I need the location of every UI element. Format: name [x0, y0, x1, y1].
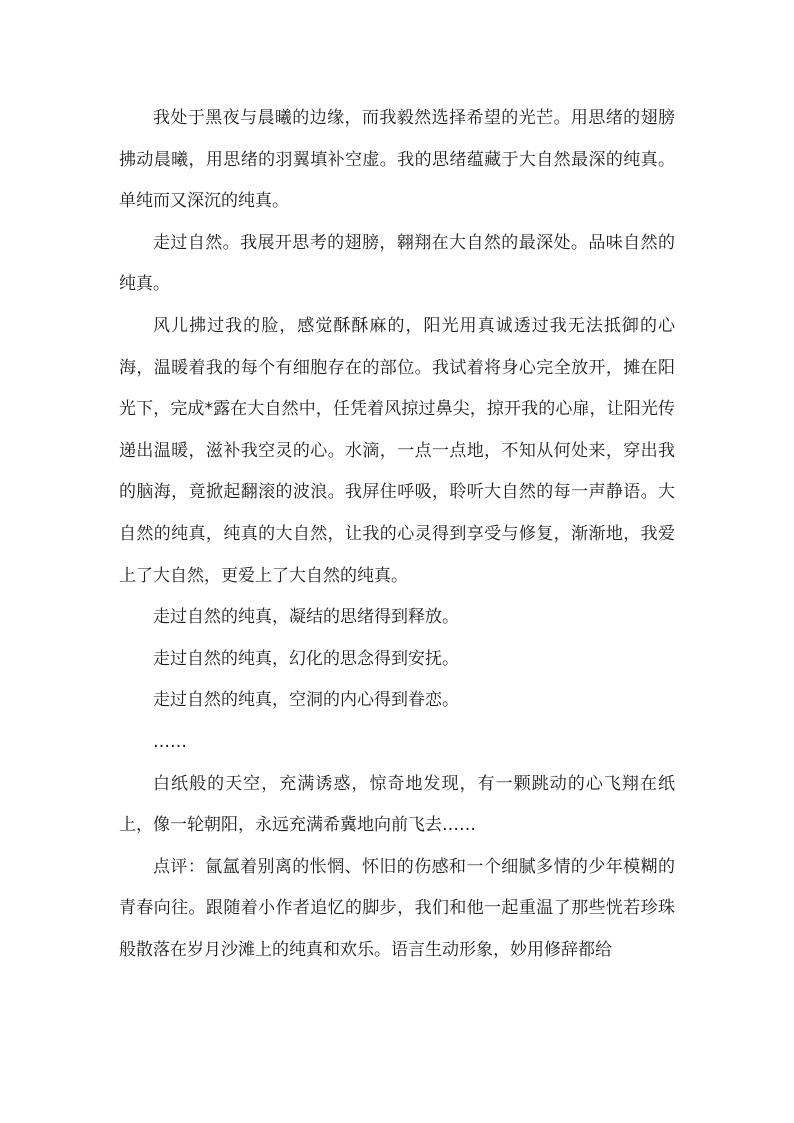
paragraph-6: 走过自然的纯真，空洞的内心得到眷恋。	[153, 690, 459, 711]
paragraph-1: 我处于黑夜与晨曦的边缘，而我毅然选择希望的光芒。用思绪的翅膀拂动晨曦，用思绪的羽翼填补空虚。我的思绪蕴藏于大自然最深的纯真。单纯而又深沉的纯真。	[119, 108, 675, 212]
paragraph-5: 走过自然的纯真，幻化的思念得到安抚。	[153, 648, 459, 669]
paragraph-3: 风儿拂过我的脸，感觉酥酥麻的，阳光用真诚透过我无法抵御的心海，温暖着我的每个有细胞存在的部位。我试着将身心完全放开，摊在阳光下，完成*露在大自然中，任凭着风掠过鼻尖，掠开我的心扉，让阳光传递出温暖，滋补我空灵的心。水滴，一点一点地，不知从何处来，穿出我的脑海，竟掀起翻滚的波浪。我屏住呼吸，聆听大自然的每一声静语。大自然的纯真，纯真的大自然，让我的心灵得到享受与修复，渐渐地，我爱上了大自然，更爱上了大自然的纯真。	[119, 315, 675, 586]
commentary-paragraph: 点评：氤氲着别离的怅惘、怀旧的伤感和一个细腻多情的少年模糊的青春向往。跟随着小作者追忆的脚步，我们和他一起重温了那些恍若珍珠般散落在岁月沙滩上的纯真和欢乐。语言生动形象，妙用修辞都给	[119, 856, 675, 960]
paragraph-4: 走过自然的纯真，凝结的思绪得到释放。	[153, 607, 459, 628]
paragraph-2: 走过自然。我展开思考的翅膀，翱翔在大自然的最深处。品味自然的纯真。	[119, 232, 675, 295]
paragraph-ellipsis: ……	[153, 731, 187, 752]
paragraph-7: 白纸般的天空，充满诱惑，惊奇地发现，有一颗跳动的心飞翔在纸上，像一轮朝阳，永远充满希冀地向前飞去……	[119, 773, 675, 836]
essay-body	[119, 98, 675, 971]
